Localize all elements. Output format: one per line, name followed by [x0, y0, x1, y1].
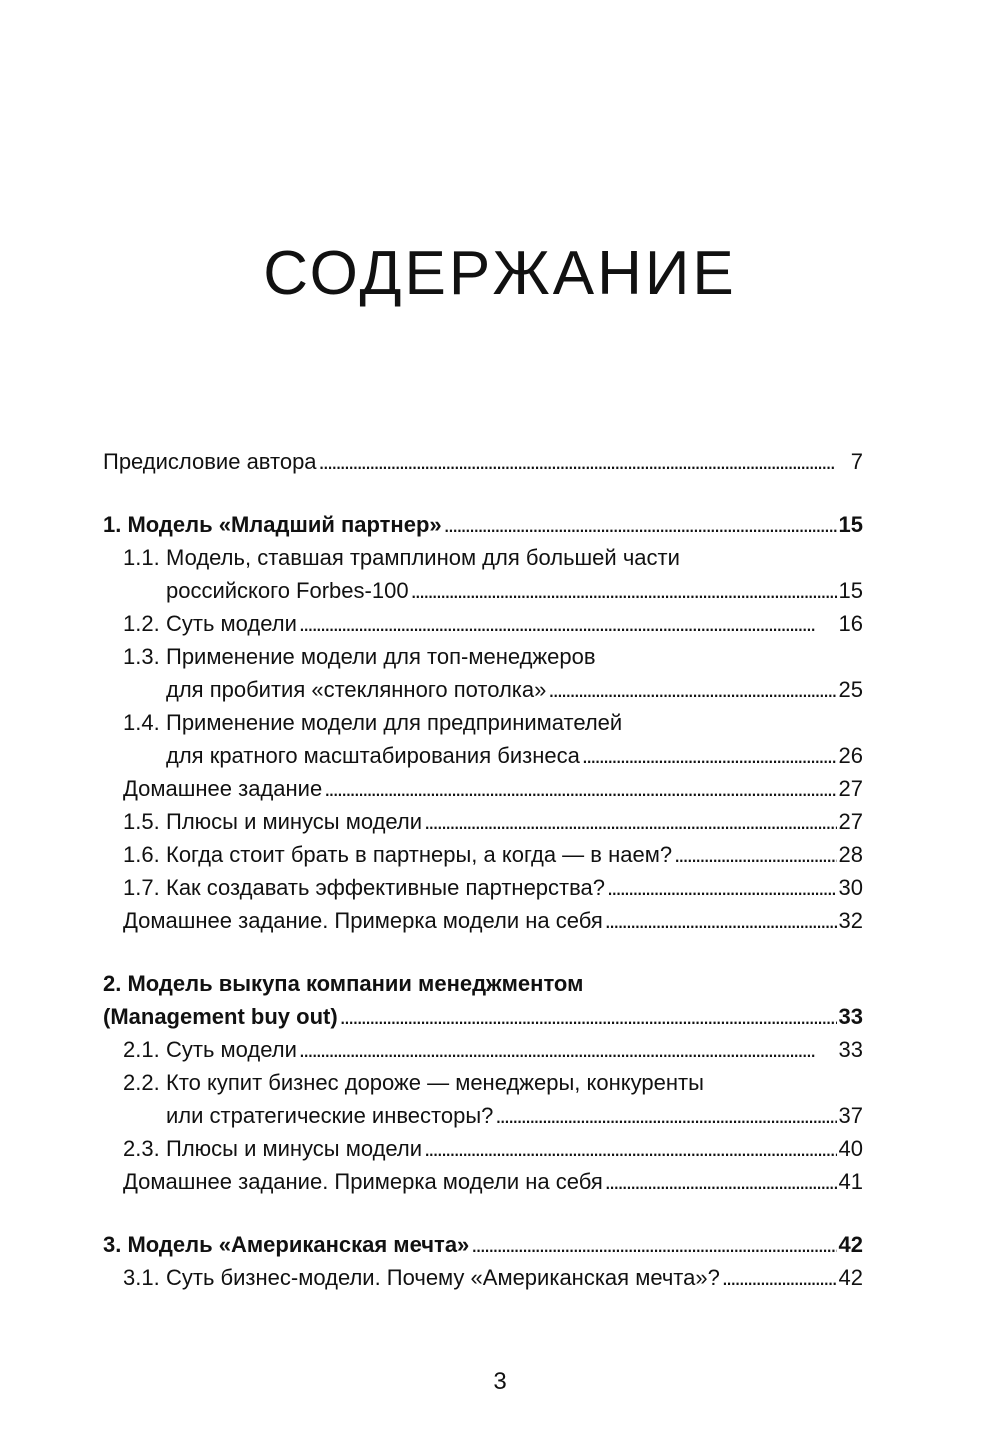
toc-page-number: 7 [850, 449, 863, 474]
toc-chapter-3 [103, 1228, 863, 1261]
toc-page-number: 27 [838, 776, 863, 801]
toc-page-number: 15 [838, 578, 863, 603]
toc-page-number: 42 [838, 1265, 863, 1290]
toc-entry-number: 1.1. [123, 545, 160, 570]
toc-entry-homework-1 [103, 772, 863, 805]
toc-entry-text: для кратного масштабирования бизнеса [166, 743, 580, 768]
toc-entry-number: 1.5. [123, 809, 160, 834]
toc-page-number: 16 [838, 611, 863, 636]
toc-entry-1-7 [103, 871, 863, 904]
toc-entry-number: 2.1. [123, 1037, 160, 1062]
toc-entry-text: Суть модели [166, 611, 297, 636]
toc-entry-text: (Management buy out) [103, 1004, 338, 1029]
toc-entry-2-2-line1 [103, 1066, 863, 1099]
toc-page-number: 27 [838, 809, 863, 834]
toc-entry-text: Модель, ставшая трамплином для большей части [166, 545, 680, 570]
leader-dots [471, 1228, 836, 1261]
toc-page-number: 33 [838, 1037, 863, 1062]
toc-entry-text: Когда стоит брать в партнеры, а когда — в наем? [166, 842, 673, 867]
leader-dots [674, 838, 836, 871]
toc-page-number: 26 [838, 743, 863, 768]
toc-entry-text: Домашнее задание [123, 776, 323, 801]
toc-entry-number: 2.3. [123, 1136, 160, 1161]
leader-dots [548, 673, 836, 706]
toc-chapter-2-line1 [103, 967, 863, 1000]
toc-chapter-2-line2 [103, 1000, 863, 1033]
toc-page-number: 42 [838, 1232, 863, 1257]
toc-entry-text: 2. Модель выкупа компании менеджментом [103, 971, 584, 996]
toc-entry-text: Домашнее задание. Примерка модели на себя [123, 1169, 603, 1194]
toc-page-number: 28 [838, 842, 863, 867]
toc-page-number: 32 [838, 908, 863, 933]
toc-entry-number: 1.7. [123, 875, 160, 900]
toc-entry-2-1 [103, 1033, 863, 1066]
toc-chapter-1 [103, 508, 863, 541]
toc-entry-text: Домашнее задание. Примерка модели на себя [123, 908, 603, 933]
toc-entry-3-1 [103, 1261, 863, 1294]
leader-dots [607, 871, 836, 904]
toc-entry-number: 1.6. [123, 842, 160, 867]
leader-dots [722, 1261, 837, 1294]
toc-entry-text: 1. Модель «Младший партнер» [103, 512, 442, 537]
leader-dots [495, 1099, 836, 1132]
toc-entry-text: Применение модели для предпринимателей [166, 710, 623, 735]
toc-entry-1-4-line2 [103, 739, 863, 772]
toc-entry-text: российского Forbes-100 [166, 578, 409, 603]
toc-entry-1-1-line1 [103, 541, 863, 574]
toc-entry-2-3 [103, 1132, 863, 1165]
toc-entry-text: Плюсы и минусы модели [166, 1136, 423, 1161]
toc-entry-text: Плюсы и минусы модели [166, 809, 423, 834]
toc-entry-text: или стратегические инвесторы? [166, 1103, 494, 1128]
leader-dots [299, 1033, 837, 1066]
toc-entry-text: 3. Модель «Американская мечта» [103, 1232, 470, 1257]
page-title: СОДЕРЖАНИЕ [263, 239, 737, 308]
toc-entry-1-4-line1 [103, 706, 863, 739]
toc-entry-preface [103, 445, 863, 478]
leader-dots [424, 1132, 836, 1165]
toc-entry-text: Суть бизнес-модели. Почему «Американская мечта»? [166, 1265, 720, 1290]
leader-dots [299, 607, 837, 640]
toc-entry-2-2-line2 [103, 1099, 863, 1132]
leader-dots [582, 739, 837, 772]
toc-entry-1-5 [103, 805, 863, 838]
toc-page-number: 41 [838, 1169, 863, 1194]
toc-entry-homework-2 [103, 904, 863, 937]
toc-entry-number: 1.2. [123, 611, 160, 636]
toc-entry-text: для пробития «стеклянного потолка» [166, 677, 547, 702]
leader-dots [424, 805, 836, 838]
toc-entry-text: Применение модели для топ-менеджеров [166, 644, 596, 669]
toc-entry-1-3-line2 [103, 673, 863, 706]
toc-entry-number: 1.3. [123, 644, 160, 669]
toc-entry-1-1-line2 [103, 574, 863, 607]
toc-page-number: 30 [838, 875, 863, 900]
leader-dots [605, 904, 837, 937]
leader-dots [319, 445, 849, 478]
leader-dots [605, 1165, 837, 1198]
toc-entry-1-3-line1 [103, 640, 863, 673]
toc-entry-text: Предисловие автора [103, 449, 317, 474]
leader-dots [340, 1000, 837, 1033]
leader-dots [444, 508, 837, 541]
leader-dots [324, 772, 836, 805]
toc-entry-text: Кто купит бизнес дороже — менеджеры, конкуренты [166, 1070, 704, 1095]
toc-entry-number: 3.1. [123, 1265, 160, 1290]
toc-entry-text: Суть модели [166, 1037, 297, 1062]
toc-entry-text: Как создавать эффективные партнерства? [166, 875, 606, 900]
toc-page-number: 40 [838, 1136, 863, 1161]
toc-page-number: 15 [838, 512, 863, 537]
toc-entry-homework-3 [103, 1165, 863, 1198]
toc-page-number: 33 [838, 1004, 863, 1029]
leader-dots [411, 574, 837, 607]
toc-entry-1-6 [103, 838, 863, 871]
table-of-contents [103, 445, 863, 1294]
toc-entry-number: 2.2. [123, 1070, 160, 1095]
page-number: 3 [493, 1368, 507, 1395]
toc-entry-1-2 [103, 607, 863, 640]
toc-page-number: 37 [838, 1103, 863, 1128]
toc-entry-number: 1.4. [123, 710, 160, 735]
toc-page-number: 25 [838, 677, 863, 702]
